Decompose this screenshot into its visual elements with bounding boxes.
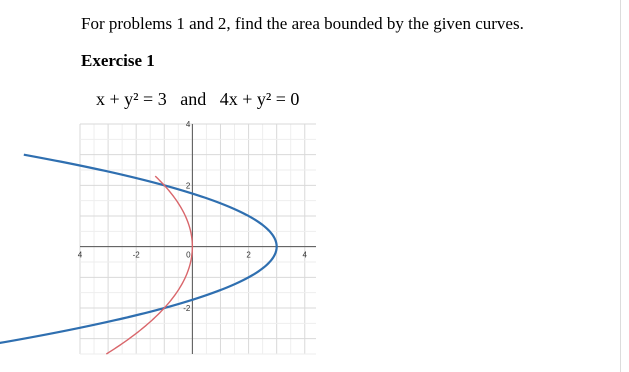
y-tick-label: 2 — [185, 181, 191, 191]
equation-connector-word: and — [180, 89, 207, 109]
y-tick-label: -2 — [183, 304, 191, 313]
x-tick-label: 2 — [246, 250, 251, 260]
x-tick-label: 4 — [77, 250, 83, 260]
equation-left: x + y² = 3 — [96, 89, 167, 109]
x-tick-label: 0 — [186, 250, 191, 260]
curve-series-2 — [106, 176, 192, 354]
instructions-text: For problems 1 and 2, find the area bounded by the given curves. — [81, 14, 524, 33]
x-tick-label: 4 — [302, 250, 307, 260]
x-tick-label: -2 — [132, 250, 140, 260]
y-tick-label: 4 — [185, 120, 191, 129]
equation-right: 4x + y² = 0 — [219, 89, 300, 109]
exercise-heading: Exercise 1 — [81, 51, 155, 70]
